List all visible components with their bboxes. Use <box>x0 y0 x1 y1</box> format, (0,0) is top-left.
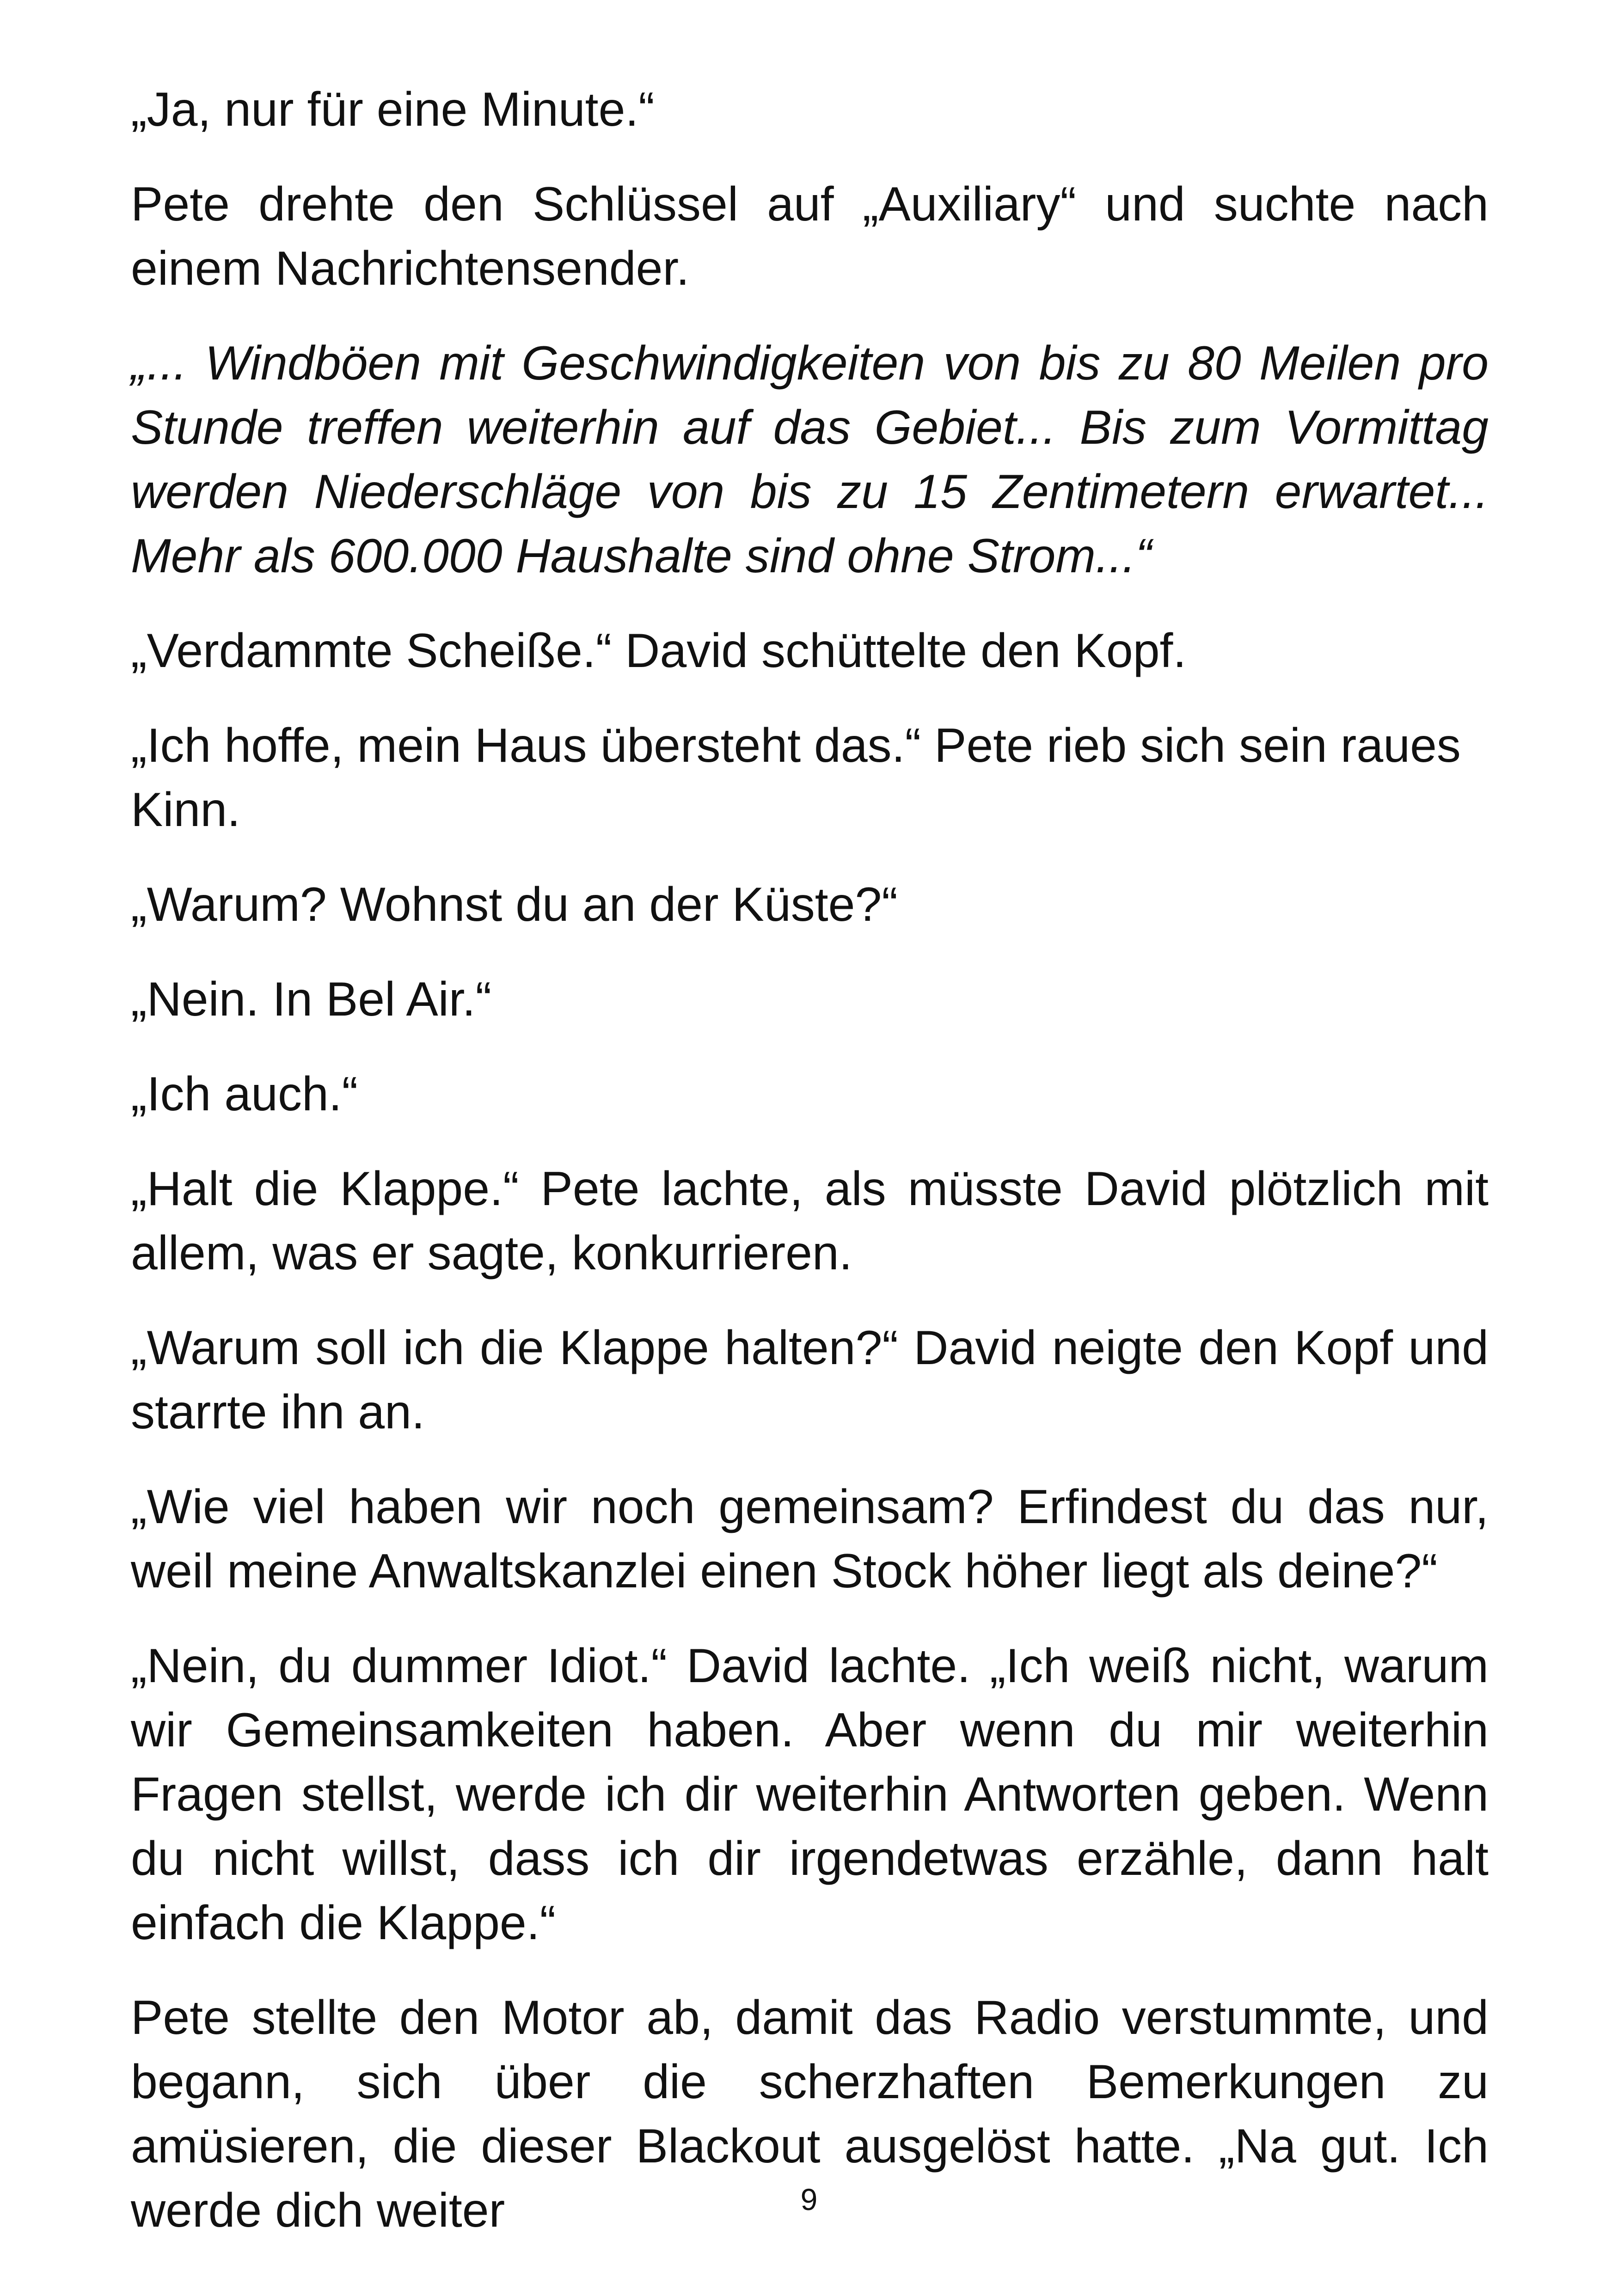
paragraph-6: „Warum? Wohnst du an der Küste?“ <box>131 878 898 931</box>
paragraph-5: „Ich hoffe, mein Haus übersteht das.“ Pete rieb sich sein raues Kinn. <box>131 719 1461 837</box>
paragraph-9: „Halt die Klappe.“ Pete lachte, als müsste David plötzlich mit allem, was er sagte, konkurrieren. <box>131 1162 1489 1280</box>
paragraph-7: „Nein. In Bel Air.“ <box>131 973 492 1026</box>
paragraph-13: Pete stellte den Motor ab, damit das Radio verstummte, und begann, sich über die scherzhaften Bemerkungen zu amüsieren, die dieser Blackout ausgelöst hatte. „Na gut. Ich werde dich weiter <box>131 1991 1489 2237</box>
page-number: 9 <box>800 2182 818 2216</box>
paragraph-4: „Verdammte Scheiße.“ David schüttelte den Kopf. <box>131 624 1187 678</box>
paragraph-2: Pete drehte den Schlüssel auf „Auxiliary“ und suchte nach einem Nachrichtensender. <box>131 178 1489 295</box>
paragraph-8: „Ich auch.“ <box>131 1067 358 1121</box>
body-text <box>131 78 1489 2273</box>
paragraph-radio-broadcast: „... Windböen mit Geschwindigkeiten von bis zu 80 Meilen pro Stunde treffen weiterhin auf das Gebiet... Bis zum Vormittag werden Niederschläge von bis zu 15 Zentimetern erwartet... Mehr als 600.000 Haushalte sind ohne Strom...“ <box>131 337 1489 583</box>
paragraph-10: „Warum soll ich die Klappe halten?“ David neigte den Kopf und starrte ihn an. <box>131 1321 1489 1439</box>
paragraph-1: „Ja, nur für eine Minute.“ <box>131 83 655 136</box>
paragraph-12: „Nein, du dummer Idiot.“ David lachte. „Ich weiß nicht, warum wir Gemeinsamkeiten haben. Aber wenn du mir weiterhin Fragen stellst, werde ich dir weiterhin Antworten geben. Wenn du nicht willst, dass ich dir irgendetwas erzähle, dann halt einfach die Klappe.“ <box>131 1639 1489 1950</box>
paragraph-11: „Wie viel haben wir noch gemeinsam? Erfindest du das nur, weil meine Anwaltskanzlei einen Stock höher liegt als deine?“ <box>131 1480 1489 1598</box>
